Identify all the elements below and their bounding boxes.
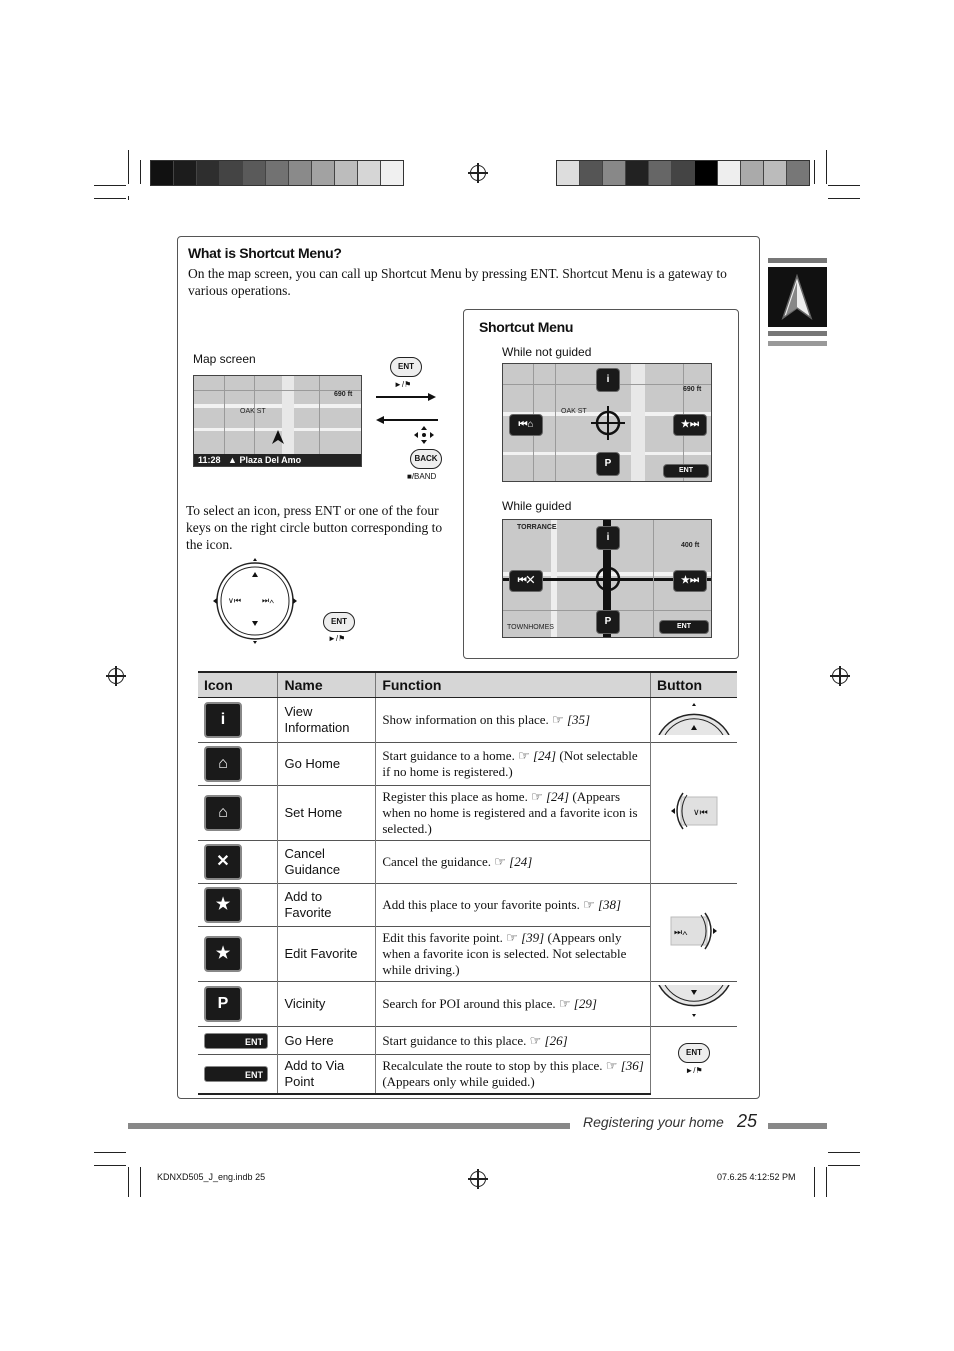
shortcut-map-guided	[502, 519, 712, 638]
function-description: Show information on this place. ☞ [35]	[376, 698, 651, 743]
right-key-cell	[650, 884, 737, 982]
crop-mark	[814, 160, 815, 184]
color-swatch	[603, 161, 626, 185]
crop-mark	[94, 1165, 126, 1166]
table-header-row	[198, 672, 737, 698]
crop-mark	[826, 150, 827, 184]
go-here-icon: ENT	[204, 1033, 268, 1049]
add-via-point-icon[interactable]: ENT	[659, 620, 709, 634]
map-screen-image	[193, 375, 362, 467]
vicinity-icon: P	[204, 986, 242, 1022]
favorite-star-icon[interactable]: ★⏭	[673, 414, 707, 436]
up-key-cell	[650, 698, 737, 743]
crop-mark	[128, 150, 129, 184]
add-favorite-icon: ★	[204, 887, 242, 923]
color-swatch	[672, 161, 695, 185]
column-header: Name	[278, 672, 376, 698]
color-swatch	[557, 161, 580, 185]
function-name: Add to Favorite	[278, 884, 376, 927]
shortcut-functions-table	[198, 671, 737, 1095]
color-calibration-bar-left	[150, 160, 404, 186]
svg-text:⏭∧: ⏭∧	[673, 926, 688, 937]
registration-mark-icon	[470, 1171, 486, 1187]
ent-button[interactable]: ENT	[323, 612, 355, 632]
color-swatch	[289, 161, 312, 185]
function-name: Vicinity	[278, 982, 376, 1027]
crop-mark	[828, 1152, 860, 1153]
function-description: Recalculate the route to stop by this place. ☞ [36] (Appears only while guided.)	[376, 1055, 651, 1095]
crop-mark	[94, 185, 126, 186]
down-key-cell	[650, 982, 737, 1027]
color-swatch	[764, 161, 787, 185]
color-swatch	[220, 161, 243, 185]
map-street-torrance: TORRANCE	[517, 524, 557, 531]
column-header: Button	[650, 672, 737, 698]
map-status-bar: 11:28 ▲ Plaza Del Amo	[194, 454, 361, 466]
circle-button-dial-icon[interactable]	[210, 556, 300, 646]
transition-arrows-icon	[374, 388, 438, 424]
color-swatch	[695, 161, 718, 185]
color-swatch	[741, 161, 764, 185]
ent-button: ENT	[678, 1043, 710, 1063]
dial-right-label: ⏭∧	[262, 596, 275, 605]
column-header: Function	[376, 672, 651, 698]
function-description: Search for POI around this place. ☞ [29]	[376, 982, 651, 1027]
function-description: Cancel the guidance. ☞ [24]	[376, 841, 651, 884]
function-description: Register this place as home. ☞ [24] (Appears when no home is registered and a favorite icon is selected.)	[376, 786, 651, 841]
back-sub-label: ■/BAND	[407, 472, 437, 481]
color-swatch	[151, 161, 174, 185]
info-icon[interactable]: i	[596, 368, 620, 392]
color-swatch	[580, 161, 603, 185]
dial-left-label: ∨⏮	[228, 596, 242, 605]
map-screen-label: Map screen	[193, 352, 256, 366]
crosshair-cursor-icon	[591, 406, 625, 440]
footer-rule-right	[768, 1123, 827, 1129]
not-guided-label: While not guided	[502, 345, 592, 359]
ent-sub-label: ►/⚑	[328, 634, 346, 643]
vicinity-icon[interactable]: P	[596, 610, 620, 634]
color-swatch	[358, 161, 381, 185]
registration-mark-icon	[470, 165, 486, 181]
map-street-label: OAK ST	[561, 408, 587, 415]
map-street-homes: TOWNHOMES	[507, 624, 554, 631]
map-distance: 690 ft	[683, 386, 702, 393]
crop-mark	[128, 1167, 129, 1197]
navigation-arrow-icon	[780, 274, 814, 322]
add-via-point-icon: ENT	[204, 1066, 268, 1082]
ent-sub-label: ►/⚑	[394, 380, 412, 389]
color-swatch	[381, 161, 403, 185]
map-street-label: OAK ST	[240, 408, 266, 415]
guided-label: While guided	[502, 499, 572, 513]
function-description: Edit this favorite point. ☞ [39] (Appears only when a favorite icon is selected. Not selectable while driving.)	[376, 927, 651, 982]
registration-mark-icon	[108, 668, 124, 684]
function-name: View Information	[278, 698, 376, 743]
table-row	[198, 743, 737, 786]
dial-down-key-icon	[657, 985, 731, 1019]
favorite-star-icon[interactable]: ★⏭	[673, 570, 707, 592]
info-icon: i	[204, 702, 242, 738]
crop-mark	[828, 198, 860, 199]
cancel-guidance-icon: ✕	[204, 844, 242, 880]
map-distance: 400 ft	[681, 542, 700, 549]
registration-mark-icon	[832, 668, 848, 684]
function-name: Set Home	[278, 786, 376, 841]
table-row	[198, 1027, 737, 1055]
map-place: Plaza Del Amo	[239, 455, 302, 465]
color-swatch	[649, 161, 672, 185]
dial-up-key-icon	[657, 701, 731, 735]
navigation-section-tab	[768, 258, 827, 348]
crop-mark	[826, 1167, 827, 1197]
map-time: 11:28	[198, 455, 221, 465]
color-swatch	[626, 161, 649, 185]
color-swatch	[312, 161, 335, 185]
home-icon[interactable]: ⏮⌂	[509, 414, 543, 436]
page-number: 25	[737, 1111, 758, 1131]
footer-rule-left	[128, 1123, 570, 1129]
function-name: Add to Via Point	[278, 1055, 376, 1095]
select-instructions: To select an icon, press ENT or one of the four keys on the right circle button corresponding to the icon.	[186, 503, 443, 552]
shortcut-map-not-guided	[502, 363, 712, 482]
crop-mark	[94, 1152, 126, 1153]
ent-key-cell	[650, 1027, 737, 1095]
color-swatch	[174, 161, 197, 185]
section-intro: On the map screen, you can call up Shortcut Menu by pressing ENT. Shortcut Menu is a gateway to various operations.	[188, 266, 727, 298]
go-home-icon: ⌂	[204, 746, 242, 782]
go-here-icon[interactable]: ENT	[663, 464, 709, 478]
crop-mark	[828, 1165, 860, 1166]
edit-favorite-icon: ★	[204, 936, 242, 972]
crop-mark	[828, 185, 860, 186]
column-header: Icon	[198, 672, 278, 698]
function-name: Go Here	[278, 1027, 376, 1055]
ent-sub-label: ►/⚑	[685, 1065, 703, 1075]
table-row	[198, 884, 737, 927]
function-description: Add this place to your favorite points. ☞ [38]	[376, 884, 651, 927]
function-name: Edit Favorite	[278, 927, 376, 982]
function-name: Go Home	[278, 743, 376, 786]
crop-mark	[814, 1167, 815, 1197]
dial-right-key-icon	[669, 911, 719, 951]
ent-button[interactable]: ENT	[390, 357, 422, 377]
footer-section-name: Registering your home	[583, 1114, 724, 1130]
shortcut-menu-title: Shortcut Menu	[479, 319, 574, 335]
info-icon[interactable]: i	[596, 526, 620, 550]
function-description: Start guidance to a home. ☞ [24] (Not selectable if no home is registered.)	[376, 743, 651, 786]
section-title: What is Shortcut Menu?	[188, 245, 342, 261]
crop-mark	[128, 196, 129, 200]
color-calibration-bar-right	[556, 160, 810, 186]
back-button[interactable]: BACK	[410, 449, 442, 469]
color-swatch	[266, 161, 289, 185]
file-name: KDNXD505_J_eng.indb 25	[157, 1172, 266, 1182]
left-key-cell	[650, 743, 737, 884]
table-row	[198, 982, 737, 1027]
color-swatch	[335, 161, 358, 185]
table-row	[198, 698, 737, 743]
crop-mark	[140, 160, 141, 184]
color-swatch	[718, 161, 741, 185]
svg-text:∨⏮: ∨⏮	[692, 807, 708, 817]
color-swatch	[197, 161, 220, 185]
crop-mark	[94, 198, 126, 199]
function-description: Start guidance to this place. ☞ [26]	[376, 1027, 651, 1055]
crosshair-cursor-icon	[591, 562, 625, 596]
print-timestamp: 07.6.25 4:12:52 PM	[717, 1172, 796, 1182]
cancel-guidance-icon[interactable]: ⏮✕	[509, 570, 543, 592]
crop-mark	[140, 1167, 141, 1197]
map-distance: 690 ft	[334, 391, 353, 398]
dial-left-key-icon	[669, 791, 719, 831]
vicinity-icon[interactable]: P	[596, 452, 620, 476]
function-name: Cancel Guidance	[278, 841, 376, 884]
direction-pad-icon	[413, 425, 435, 445]
color-swatch	[787, 161, 809, 185]
set-home-icon: ⌂	[204, 795, 242, 831]
vehicle-arrow-icon	[272, 430, 284, 444]
color-swatch	[243, 161, 266, 185]
